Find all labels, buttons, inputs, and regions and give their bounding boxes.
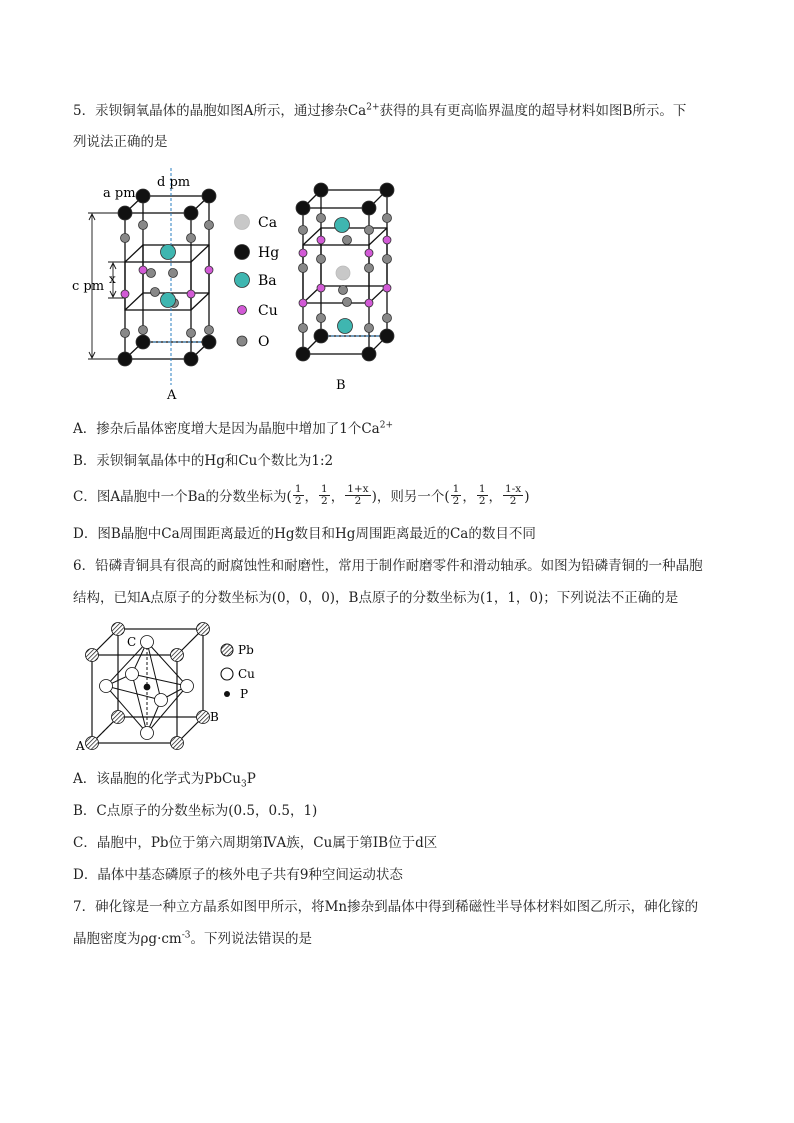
q6-option-d[interactable]: D．晶体中基态磷原子的核外电子共有9种空间运动状态 — [73, 867, 403, 883]
cu-atom — [365, 249, 373, 257]
q5-stem-line2: 列说法正确的是 — [73, 134, 168, 150]
q5-atoms — [118, 183, 394, 366]
legend-pb-label: Pb — [238, 643, 254, 657]
legend-ca-marker — [235, 215, 250, 230]
q7-stem-line1: 7．砷化镓是一种立方晶系如图甲所示，将Mn掺杂到晶体中得到稀磁性半导体材料如图乙所示，砷化镓的 — [73, 899, 699, 915]
hg-atom — [380, 329, 394, 343]
o-atom — [365, 264, 374, 273]
q6-option-a[interactable]: A．该晶胞的化学式为PbCu$_3$P — [73, 771, 256, 790]
hg-atom — [314, 183, 328, 197]
legend-p-label: P — [240, 687, 249, 701]
cu-atom — [299, 249, 307, 257]
o-atom — [169, 269, 178, 278]
o-atom — [383, 314, 392, 323]
cu-atom — [317, 236, 325, 244]
q6-crystal-figure — [0, 615, 794, 755]
legend-o-label: O — [258, 334, 270, 350]
p-atom — [144, 684, 150, 690]
o-atom — [139, 326, 148, 335]
q5-option-d[interactable]: D．图B晶胞中Ca周围距离最近的Hg数目和Hg周围距离最近的Ca的数目不同 — [73, 526, 536, 542]
hg-atom — [136, 335, 150, 349]
legend-o-marker — [237, 336, 247, 346]
label-x: x — [109, 272, 116, 286]
o-atom — [299, 264, 308, 273]
legend-hg-label: Hg — [258, 245, 280, 261]
cu-atom — [317, 284, 325, 292]
q6-stem-line2: 结构，已知A点原子的分数坐标为(0，0，0)，B点原子的分数坐标为(1，1，0)；下列说法不正确的是 — [73, 590, 679, 606]
pb-atom — [112, 711, 125, 724]
label-d-pm: d pm — [157, 175, 191, 190]
ba-atom — [161, 245, 176, 260]
o-atom — [343, 236, 352, 245]
o-atom — [187, 329, 196, 338]
cu-atom — [365, 299, 373, 307]
pb-atom — [86, 737, 99, 750]
o-atom — [317, 314, 326, 323]
q5-legend — [235, 215, 280, 351]
o-atom — [139, 221, 148, 230]
cu-atom — [121, 290, 129, 298]
o-atom — [317, 255, 326, 264]
o-atom — [147, 269, 156, 278]
pb-atom — [86, 649, 99, 662]
caption-b: B — [336, 378, 346, 393]
o-atom — [121, 329, 130, 338]
hg-atom — [362, 201, 376, 215]
cu-atom — [299, 299, 307, 307]
legend-hg-marker — [235, 245, 250, 260]
q5-option-c[interactable]: C．图A晶胞中一个Ba的分数坐标为( $\frac{1}{2}$ ， $\frac{1}{2}$ ， $\frac{1+x}{2}$ )，则另一个( $\frac{1}{2}$ ， $\frac{1}{2}$ ， $\frac{1-x}{2}$ ) — [73, 483, 530, 507]
o-atom — [187, 234, 196, 243]
hg-atom — [118, 206, 132, 220]
pb-atom — [197, 711, 210, 724]
legend-ba-label: Ba — [258, 273, 277, 289]
o-atom — [343, 298, 352, 307]
legend-ba-marker — [235, 273, 250, 288]
hg-atom — [296, 201, 310, 215]
hg-atom — [136, 189, 150, 203]
ba-atom — [335, 218, 350, 233]
q7-stem-line2: 晶胞密度为$\rho g\cdot cm^{-3}$。下列说法错误的是 — [73, 930, 313, 947]
hg-atom — [184, 206, 198, 220]
q6-legend — [221, 643, 255, 701]
cu-atom — [205, 266, 213, 274]
o-atom — [121, 234, 130, 243]
cu-atom — [383, 284, 391, 292]
label-c-pm: c pm — [72, 279, 105, 294]
hg-atom — [202, 335, 216, 349]
cu-atom — [383, 236, 391, 244]
o-atom — [365, 324, 374, 333]
ca-atom — [336, 266, 350, 280]
label-point-c: C — [127, 635, 137, 649]
pb-atom — [171, 649, 184, 662]
o-atom — [365, 226, 374, 235]
o-atom — [317, 214, 326, 223]
q5-option-b[interactable]: B．汞钡铜氧晶体中的Hg和Cu个数比为1:2 — [73, 453, 334, 469]
q6-stem-line1: 6．铅磷青铜具有很高的耐腐蚀性和耐磨性，常用于制作耐磨零件和滑动轴承。如图为铅磷青铜的一种晶胞 — [73, 558, 703, 574]
q6-option-b[interactable]: B．C点原子的分数坐标为(0.5，0.5，1) — [73, 803, 318, 819]
legend-pb-marker — [221, 644, 233, 656]
o-atom — [299, 226, 308, 235]
hg-atom — [202, 189, 216, 203]
hg-atom — [314, 329, 328, 343]
cu-atom — [139, 266, 147, 274]
o-atom — [205, 326, 214, 335]
cu-atom — [141, 636, 154, 649]
legend-p-marker — [224, 691, 230, 697]
caption-a: A — [167, 388, 177, 403]
legend-ca-label: Ca — [258, 215, 278, 231]
o-atom — [383, 255, 392, 264]
legend-cu-marker — [238, 306, 247, 315]
label-point-b: B — [210, 710, 219, 724]
cu-atom — [155, 694, 168, 707]
pb-atom — [197, 623, 210, 636]
pb-atom — [112, 623, 125, 636]
pb-atom — [171, 737, 184, 750]
o-atom — [151, 288, 160, 297]
hg-atom — [184, 352, 198, 366]
ba-atom — [161, 293, 176, 308]
hg-atom — [362, 347, 376, 361]
label-point-a: A — [76, 739, 85, 753]
legend-cu-label: Cu — [258, 303, 278, 319]
q5-option-a[interactable]: A．掺杂后晶体密度增大是因为晶胞中增加了1个$Ca^{2+}$ — [73, 420, 393, 437]
q6-option-c[interactable]: C．晶胞中，Pb位于第六周期第ⅣA族，Cu属于第ⅠB位于d区 — [73, 835, 438, 851]
cu-atom — [126, 668, 139, 681]
o-atom — [383, 214, 392, 223]
legend-cu-marker — [221, 668, 233, 680]
hg-atom — [380, 183, 394, 197]
o-atom — [205, 221, 214, 230]
label-a-pm: a pm — [103, 186, 136, 201]
legend-cu-label: Cu — [238, 667, 255, 681]
cu-atom — [181, 680, 194, 693]
hg-atom — [296, 347, 310, 361]
o-atom — [339, 286, 348, 295]
o-atom — [299, 324, 308, 333]
cu-atom — [100, 680, 113, 693]
q5-stem-line1: 5．汞钡铜氧晶体的晶胞如图A所示，通过掺杂$Ca^{2+}$获得的具有更高临界温度的超导材料如图B所示。下 — [73, 102, 687, 119]
cu-atom — [141, 727, 154, 740]
cu-atom — [187, 290, 195, 298]
q5-crystal-figures — [0, 160, 794, 405]
ba-atom — [338, 319, 353, 334]
hg-atom — [118, 352, 132, 366]
